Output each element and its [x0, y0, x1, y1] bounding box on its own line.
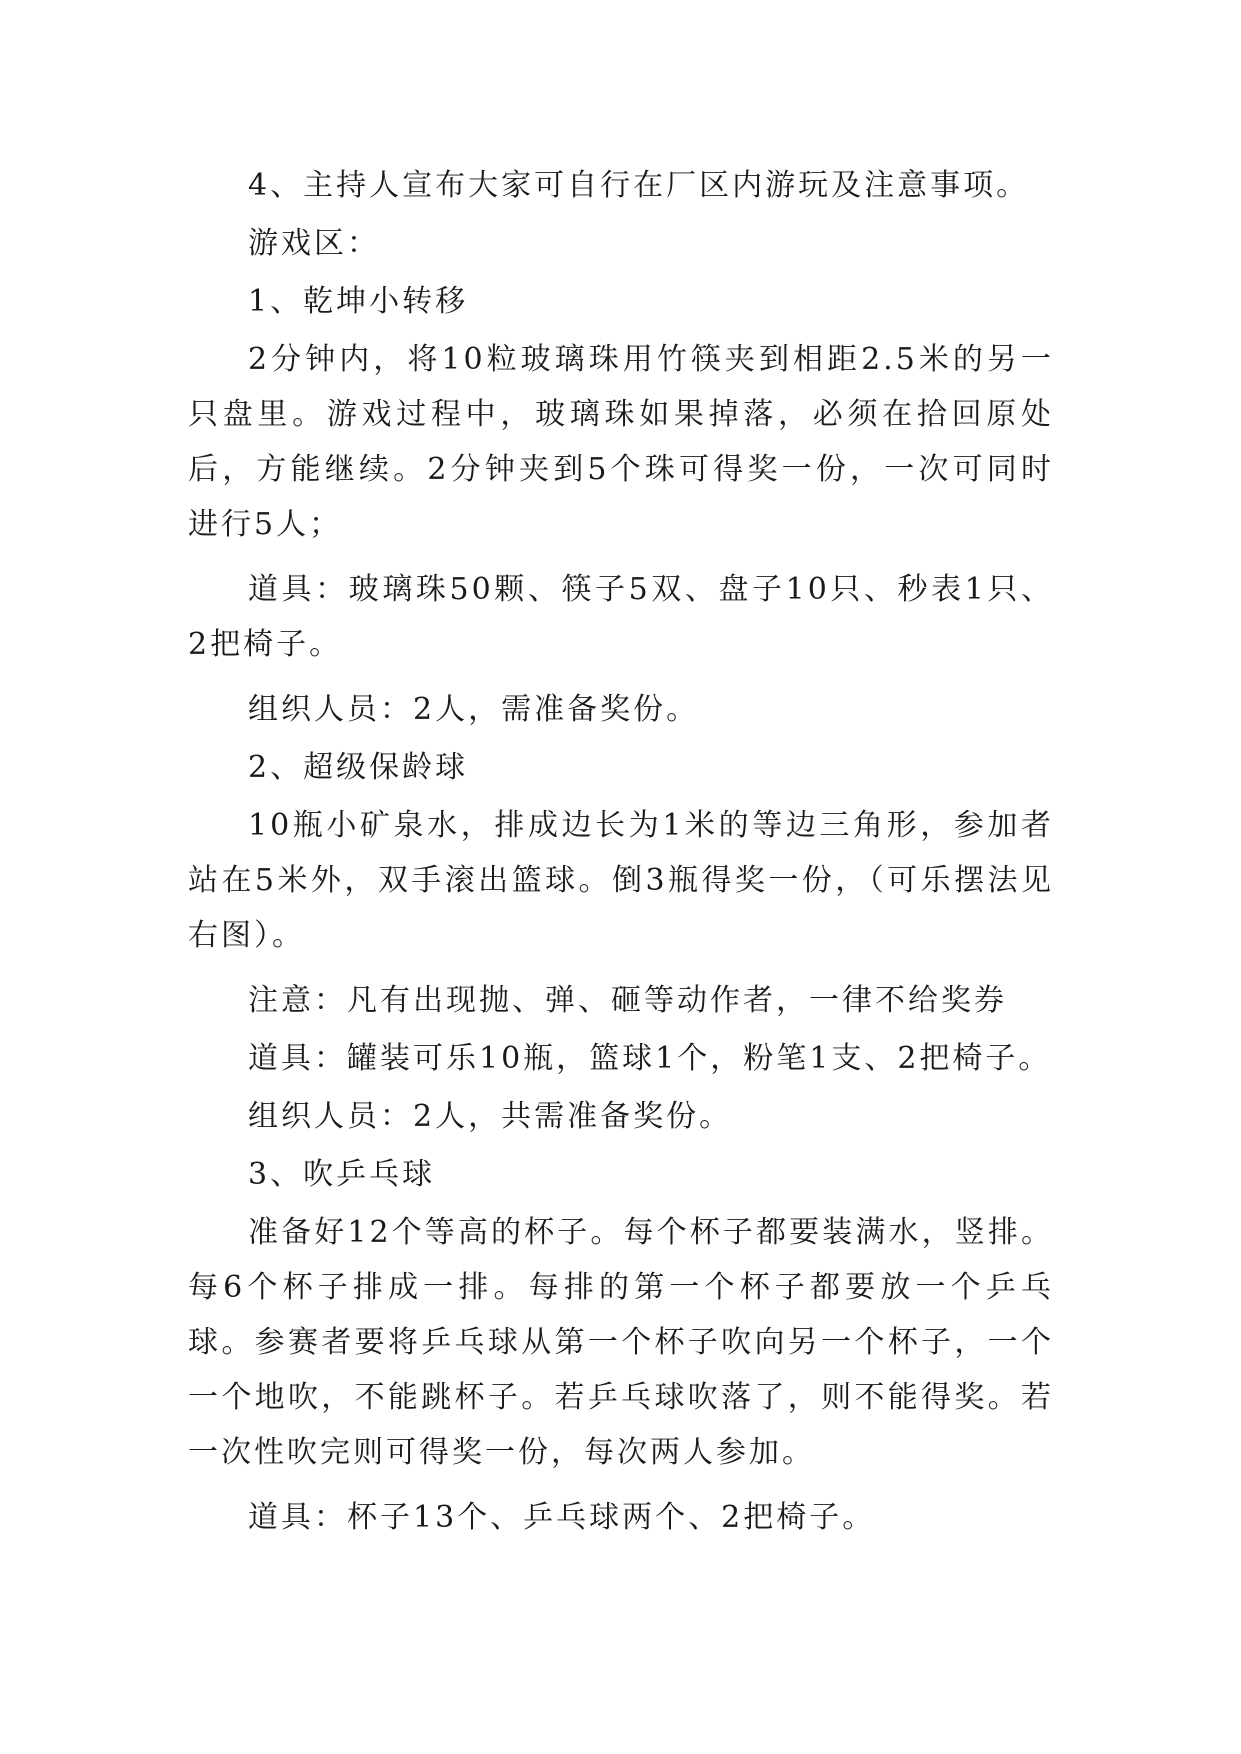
document-body: [188, 158, 1054, 1548]
section-heading-game-area: 游戏区：: [248, 226, 380, 261]
game-2-rules: 10瓶小矿泉水，排成边长为1米的等边三角形，参加者站在5米外，双手滚出篮球。倒3瓶得奖一份，（可乐摆法见右图）。: [188, 808, 1054, 953]
game-1-staff: 组织人员：2人，需准备奖份。: [248, 692, 700, 727]
game-2-notice: 注意：凡有出现抛、弹、砸等动作者，一律不给奖券: [248, 983, 1007, 1018]
game-title-2: 2、超级保龄球: [248, 750, 469, 785]
game-2-staff: 组织人员：2人，共需准备奖份。: [248, 1099, 733, 1134]
game-title-3: 3、吹乒乓球: [248, 1157, 436, 1192]
game-title-1: 1、乾坤小转移: [248, 284, 469, 319]
game-3-props: 道具：杯子13个、乒乓球两个、2把椅子。: [248, 1500, 876, 1535]
game-2-props: 道具：罐装可乐10瓶，篮球1个，粉笔1支、2把椅子。: [248, 1041, 1052, 1076]
game-3-rules: 准备好12个等高的杯子。每个杯子都要装满水，竖排。每6个杯子排成一排。每排的第一个杯子都要放一个乒乓球。参赛者要将乒乓球从第一个杯子吹向另一个杯子，一个一个地吹，不能跳杯子。若乒乓球吹落了，则不能得奖。若一次性吹完则可得奖一份，每次两人参加。: [188, 1215, 1054, 1470]
game-1-props: 道具：玻璃珠50颗、筷子5双、盘子10只、秒表1只、2把椅子。: [188, 572, 1054, 662]
paragraph-host-announcement: 4、主持人宣布大家可自行在厂区内游玩及注意事项。: [248, 168, 1030, 203]
game-1-rules: 2分钟内，将10粒玻璃珠用竹筷夹到相距2.5米的另一只盘里。游戏过程中，玻璃珠如果掉落，必须在拾回原处后，方能继续。2分钟夹到5个珠可得奖一份，一次可同时进行5人；: [188, 342, 1054, 542]
